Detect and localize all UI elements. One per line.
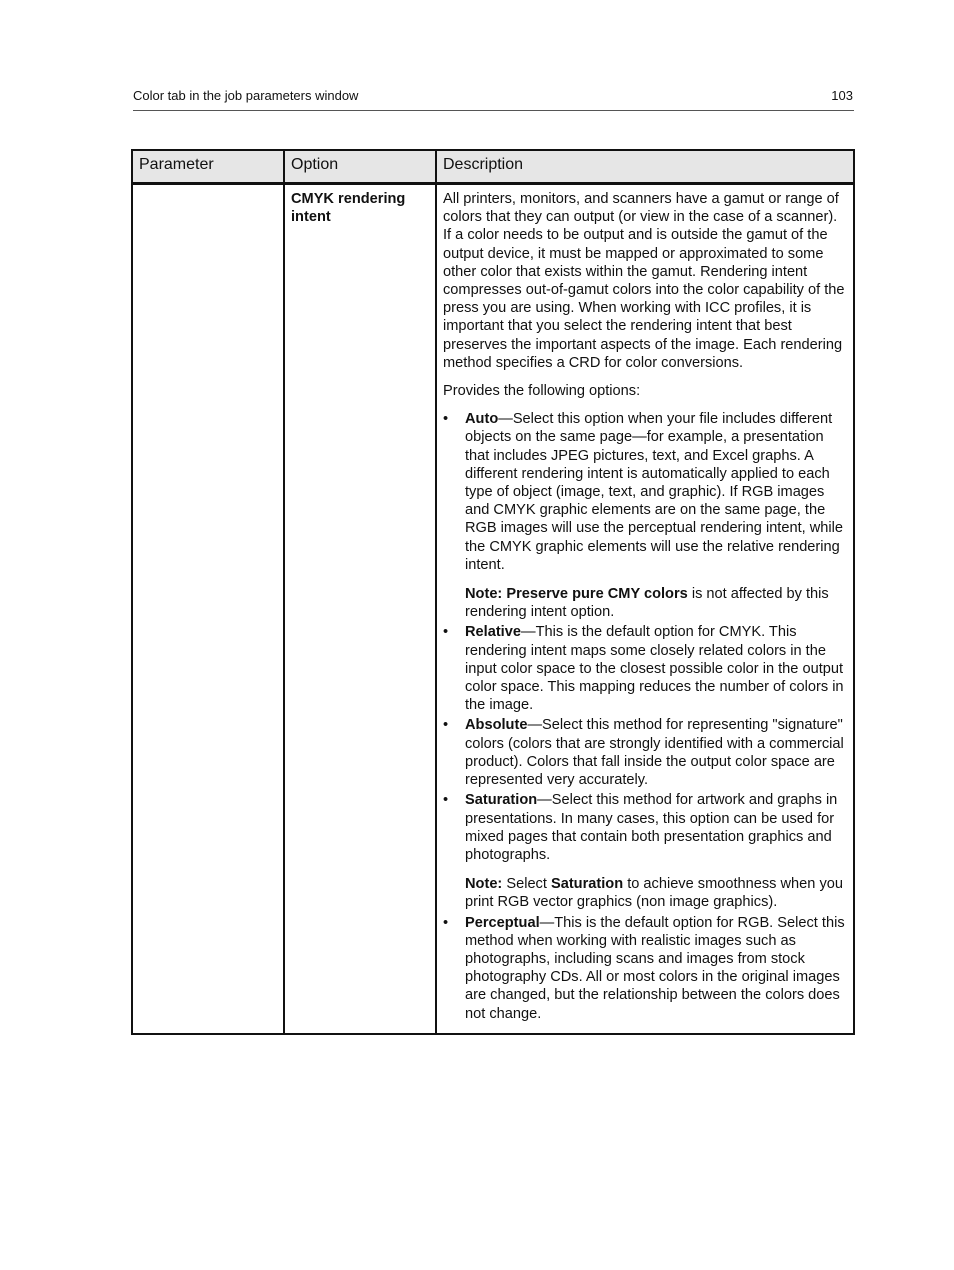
option-cell	[284, 184, 436, 1034]
list-item-auto	[443, 410, 847, 621]
page-header	[133, 88, 854, 111]
list-item-saturation	[443, 791, 847, 911]
option-text: —Select this option when your file includes different objects on the same page—for example, a presentation that includes JPEG pictures, text, and Excel graphs. A different rendering intent is automatically applied to each type of object (image, text, and graphic). If RGB images and CMYK graphic elements are on the same page, the RGB images will use the perceptual rendering intent, while the CMYK graphic elements will use the relative rendering intent.	[465, 411, 844, 573]
column-header-description: Description	[436, 150, 854, 184]
bullet-icon: •	[443, 914, 449, 931]
list-item-perceptual	[443, 914, 847, 1023]
column-header-option: Option	[284, 150, 436, 184]
bullet-icon: •	[443, 624, 449, 641]
note-lead: Note: Preserve pure CMY colors	[465, 586, 688, 603]
option-label: Saturation	[465, 792, 538, 809]
description-intro: All printers, monitors, and scanners have a gamut or range of colors that they can output (or view in the case of a scanner). If a color needs to be output and is outside the gamut of the output device, it must be mapped or approximated to some other color that exists within the gamut. Rendering intent compresses out-of-gamut colors into the color capability of the press you are using. When working with ICC profiles, it is important that you select the rendering intent that best preserves the important aspects of the image. Each rendering method specifies a CRD for color conversions.	[443, 191, 845, 371]
option-text: —Select this method for artwork and graphs in presentations. In many cases, this option can be used for mixed pages that contain both presentation graphics and photographs.	[465, 792, 838, 863]
note-text-before: Select	[502, 876, 551, 893]
note-auto	[465, 585, 847, 621]
note-text: is not affected by this rendering intent option.	[465, 586, 829, 621]
bullet-icon: •	[443, 411, 449, 428]
bullet-icon: •	[443, 717, 449, 734]
provides-text: Provides the following options:	[443, 383, 641, 400]
table-row	[132, 184, 854, 1034]
option-label: Absolute	[465, 717, 528, 734]
bullet-icon: •	[443, 792, 449, 809]
options-list	[443, 410, 847, 1023]
table-header-row	[132, 150, 854, 184]
page-number: 103	[831, 88, 853, 103]
option-label: Perceptual	[465, 914, 540, 931]
column-header-parameter: Parameter	[132, 150, 284, 184]
description-cell	[436, 184, 854, 1034]
option-text: —This is the default option for CMYK. This rendering intent maps some closely related colors in the input color space to the closest possible color in the output color space. This mapping reduces the number of colors in the image.	[465, 624, 844, 714]
note-lead: Note:	[465, 876, 503, 893]
option-name: CMYK rendering intent	[291, 191, 406, 226]
note-text: to achieve smoothness when you print RGB vector graphics (non image graphics).	[465, 876, 843, 911]
note-saturation	[465, 875, 847, 911]
list-item-relative	[443, 623, 847, 714]
option-label: Relative	[465, 624, 521, 641]
parameters-table	[131, 149, 855, 1035]
note-bold-term: Saturation	[550, 876, 624, 893]
running-header-title: Color tab in the job parameters window	[133, 88, 359, 103]
option-text: —This is the default option for RGB. Select this method when working with realistic images such as photographs, including scans and images from stock photography CDs. All or most colors in the original images are changed, but the relationship between the colors does not change.	[465, 914, 845, 1022]
list-item-absolute	[443, 716, 847, 789]
parameter-cell	[132, 184, 284, 1034]
option-text: —Select this method for representing "signature" colors (colors that are strongly identified with a commercial product). Colors that fall inside the output color space are represented very accurately.	[465, 717, 844, 789]
option-label: Auto	[465, 411, 499, 428]
